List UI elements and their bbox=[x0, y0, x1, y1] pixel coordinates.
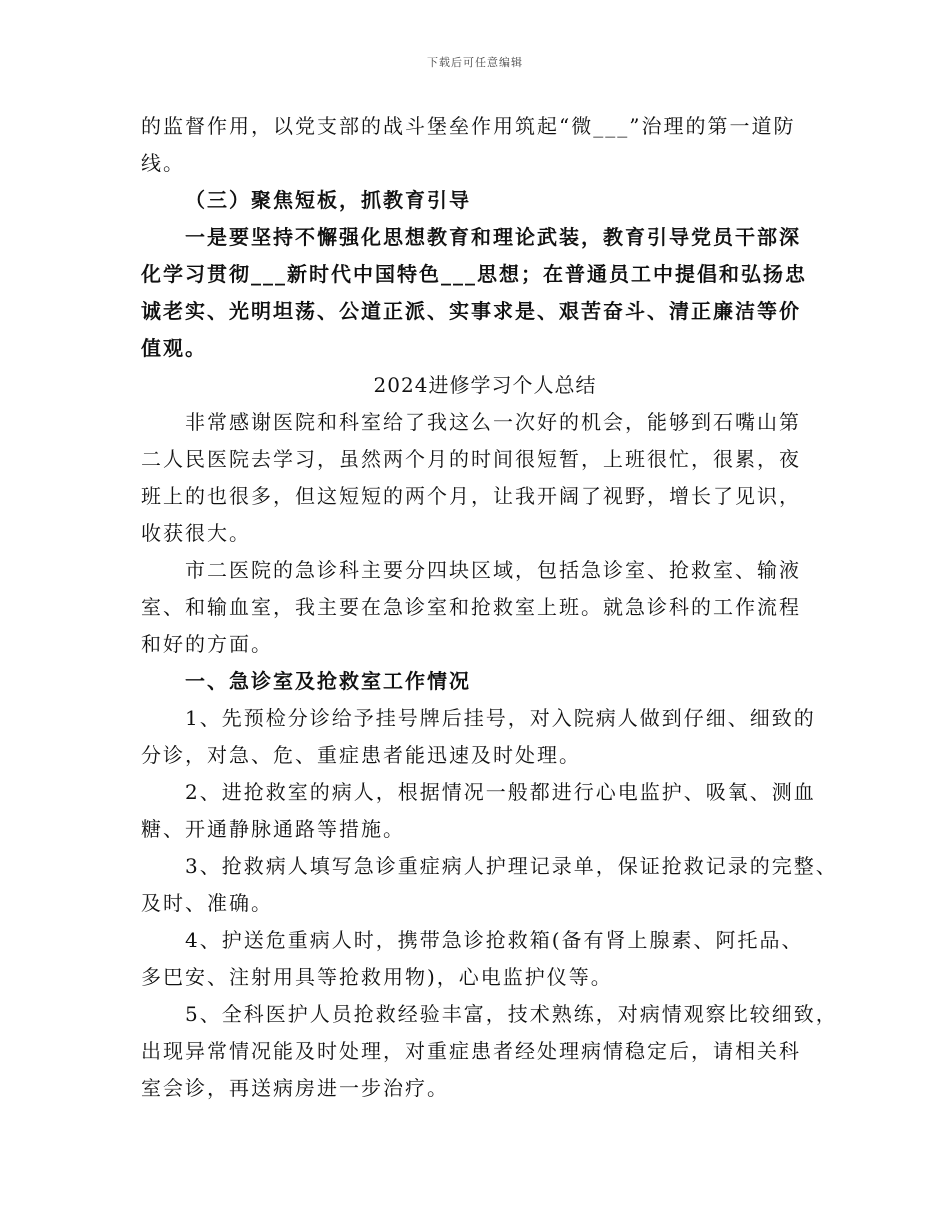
document-body bbox=[141, 108, 838, 1107]
text-line: 化学习贯彻___新时代中国特色___思想；在普通员工中提倡和弘扬忠 bbox=[141, 262, 807, 286]
text-line: 的监督作用，以党支部的战斗堡垒作用筑起“微___”治理的第一道防 bbox=[141, 114, 796, 138]
paragraph-education bbox=[141, 219, 821, 367]
list-item bbox=[141, 848, 838, 922]
text-line: 诚老实、光明坦荡、公道正派、实事求是、艰苦奋斗、清正廉洁等价 bbox=[141, 299, 801, 323]
text-line: 及时、准确。 bbox=[141, 891, 273, 915]
text-line: 出现异常情况能及时处理，对重症患者经处理病情稳定后，请相关科 bbox=[141, 1039, 801, 1063]
text-line: 非常感谢医院和科室给了我这么一次好的机会，能够到石嘴山第 bbox=[185, 410, 801, 434]
text-line: 分诊，对急、危、重症患者能迅速及时处理。 bbox=[141, 743, 581, 767]
text-line: 班上的也很多，但这短短的两个月，让我开阔了视野，增长了见识， bbox=[141, 484, 801, 508]
document-title: 2024进修学习个人总结 bbox=[373, 373, 597, 397]
paragraph-emergency-areas bbox=[141, 552, 821, 663]
paragraph-intro bbox=[141, 404, 821, 552]
text-line: 值观。 bbox=[141, 336, 207, 360]
text-line: 室、和输血室，我主要在急诊室和抢救室上班。就急诊科的工作流程 bbox=[141, 595, 801, 619]
text-line: 4、护送危重病人时，携带急诊抢救箱(备有肾上腺素、阿托品、 bbox=[185, 928, 804, 952]
section-heading-3: （三）聚焦短板，抓教育引导 bbox=[185, 188, 471, 212]
text-line: 市二医院的急诊科主要分四块区域，包括急诊室、抢救室、输液 bbox=[185, 558, 801, 582]
text-line: 2、进抢救室的病人，根据情况一般都进行心电监护、吸氧、测血 bbox=[185, 780, 816, 804]
text-line: 一是要坚持不懈强化思想教育和理论武装，教育引导党员干部深 bbox=[185, 225, 801, 249]
list-item bbox=[141, 922, 821, 996]
text-line: 多巴安、注射用具等抢救用物)，心电监护仪等。 bbox=[141, 965, 613, 989]
text-line: 线。 bbox=[141, 151, 185, 175]
section-heading-1: 一、急诊室及抢救室工作情况 bbox=[185, 669, 471, 693]
text-line: 和好的方面。 bbox=[141, 632, 273, 656]
page-header: 下载后可任意编辑 bbox=[427, 56, 523, 69]
text-line: 3、抢救病人填写急诊重症病人护理记录单，保证抢救记录的完整、 bbox=[185, 854, 838, 878]
text-line: 收获很大。 bbox=[141, 521, 251, 545]
paragraph-supervision bbox=[141, 108, 821, 182]
list-item bbox=[141, 700, 821, 774]
text-line: 室会诊，再送病房进一步治疗。 bbox=[141, 1076, 449, 1100]
list-item bbox=[141, 996, 838, 1107]
text-line: 1、先预检分诊给予挂号牌后挂号，对入院病人做到仔细、细致的 bbox=[185, 706, 816, 730]
text-line: 二人民医院去学习，虽然两个月的时间很短暂，上班很忙，很累，夜 bbox=[141, 447, 801, 471]
text-line: 5、全科医护人员抢救经验丰富，技术熟练，对病情观察比较细致， bbox=[185, 1002, 838, 1026]
list-item bbox=[141, 774, 821, 848]
text-line: 糖、开通静脉通路等措施。 bbox=[141, 817, 405, 841]
